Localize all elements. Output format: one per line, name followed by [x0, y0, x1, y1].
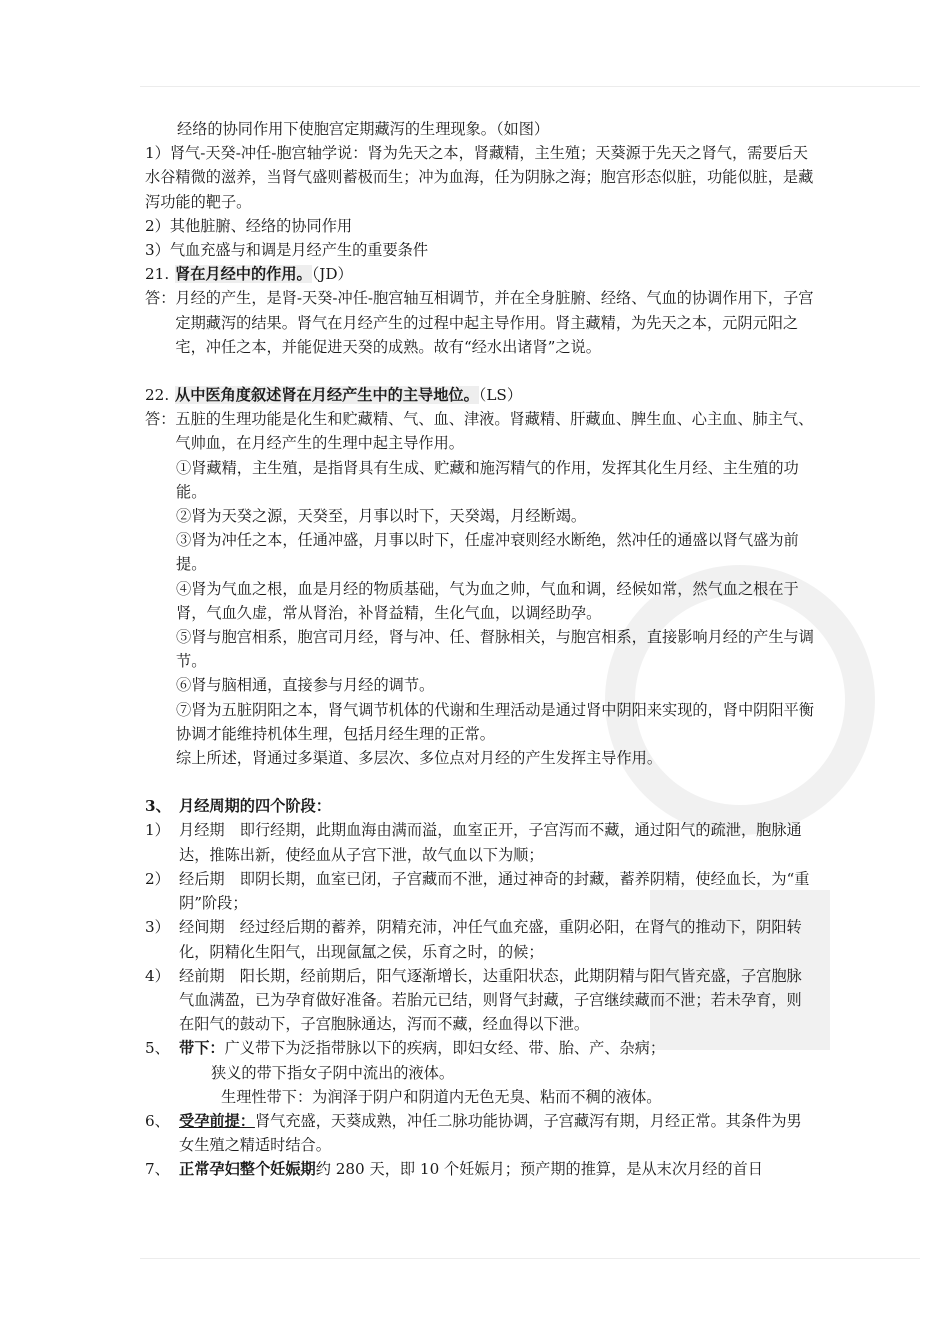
question-number: 21.	[145, 265, 170, 284]
answer-point: ①肾藏精，主生殖，是指肾具有生成、贮藏和施泻精气的作用，发挥其化生月经、主生殖的功能。	[176, 458, 799, 501]
section-5-line: 生理性带下：为润泽于阴户和阴道内无色无臭、粘而不稠的液体。	[221, 1087, 662, 1106]
list-text: 月经期 即行经期，此期血海由满而溢，血室正开，子宫泻而不藏，通过阳气的疏泄，胞脉通达，推陈出新，使经血从子宫下泄，故气血以下为顺；	[179, 821, 802, 864]
answer-summary: 综上所述，肾通过多渠道、多层次、多位点对月经的产生发挥主导作用。	[176, 749, 662, 768]
section-text: 肾气充盛，天葵成熟，冲任二脉功能协调，子宫藏泻有期，月经正常。其条件为男女生殖之精适时结合。	[179, 1111, 802, 1155]
answer-point: ③肾为冲任之本，任通冲盛，月事以时下，任虚冲衰则经水断绝，然冲任的通盛以肾气盛为前提。	[176, 531, 799, 574]
answer-text: 五脏的生理功能是化生和贮藏精、气、血、津液。肾藏精、肝藏血、脾生血、心主血、肺主气、气帅血，在月经产生的生理中起主导作用。	[175, 410, 814, 453]
answer-text: 月经的产生，是肾-天癸-冲任-胞宫轴互相调节，并在全身脏腑、经络、气血的协调作用下，子宫定期藏泻的结果。肾气在月经产生的过程中起主导作用。肾主藏精，为先天之本，元阴元阳之宅，冲任之本，并能促进天癸的成熟。故有“经水出诸肾”之说。	[175, 289, 814, 356]
answer-point: ②肾为天癸之源，天癸至，月事以时下，天癸竭，月经断竭。	[176, 507, 587, 526]
list-text: 经间期 经过经后期的蓄养，阴精充沛，冲任气血充盛，重阴必阳，在肾气的推动下，阴阳转化，阴精化生阳气，出现氤氲之侯，乐育之时，的候；	[179, 918, 802, 961]
section-title: 受孕前提：	[179, 1111, 255, 1130]
document-content	[145, 117, 815, 1182]
answer-label: 答：	[145, 410, 176, 429]
question-tag: （JD）	[311, 265, 353, 284]
question-22-heading	[145, 383, 815, 407]
section-number: 6、	[145, 1111, 170, 1130]
list-text: 经后期 即阴长期，血室已闭，子宫藏而不泄，通过神奇的封藏，蓄养阴精，使经血长，为“重阴”阶段；	[179, 869, 810, 913]
list-label: 4）	[145, 966, 170, 985]
section-title: 月经周期的四个阶段：	[179, 797, 331, 816]
list-item	[145, 964, 815, 1037]
section-3-heading	[145, 794, 815, 818]
section-number: 5、	[145, 1039, 170, 1058]
list-label: 3）	[145, 918, 170, 937]
header-rule	[140, 86, 920, 87]
intro-item-3: 3）气血充盛与和调是月经产生的重要条件	[145, 241, 429, 260]
section-5	[145, 1036, 815, 1060]
answer-label: 答：	[145, 289, 176, 308]
list-item	[145, 867, 815, 915]
section-text: 广义带下为泛指带脉以下的疾病，即妇女经、带、胎、产、杂病；	[224, 1039, 665, 1058]
question-21-heading	[145, 262, 815, 286]
answer-point: ⑥肾与脑相通，直接参与月经的调节。	[176, 676, 435, 695]
answer-point: ④肾为气血之根，血是月经的物质基础，气为血之帅，气血和调，经候如常，然气血之根在于肾，气血久虚，常从肾治，补肾益精，生化气血，以调经助孕。	[176, 579, 799, 622]
list-text: 经前期 阳长期，经前期后，阳气逐渐增长，达重阳状态，此期阴精与阳气皆充盛，子宫胞脉气血满盈，已为孕育做好准备。若胎元已结，则肾气封藏，子宫继续藏而不泄；若未孕育，则在阳气的鼓动下，子宫胞脉通达，泻而不藏，经血得以下泄。	[179, 966, 802, 1034]
section-number: 3、	[145, 797, 171, 816]
list-item	[145, 818, 815, 866]
list-label: 1）	[145, 821, 170, 840]
section-6	[145, 1109, 815, 1157]
question-title: 肾在月经中的作用。	[175, 265, 312, 284]
section-5-line: 狭义的带下指女子阴中流出的液体。	[211, 1063, 454, 1082]
footer-rule	[140, 1258, 920, 1259]
question-title: 从中医角度叙述肾在月经产生中的主导地位。	[175, 386, 479, 405]
answer-point: ⑤肾与胞宫相系，胞宫司月经，肾与冲、任、督脉相关，与胞宫相系，直接影响月经的产生与调节。	[176, 628, 814, 671]
question-21-answer	[145, 286, 815, 359]
intro-item-2: 2）其他脏腑、经络的协同作用	[145, 216, 353, 235]
section-7	[145, 1157, 815, 1181]
section-title: 带下：	[179, 1039, 225, 1058]
question-22-answer	[145, 407, 815, 455]
list-item	[145, 915, 815, 963]
section-text: 约 280 天，即 10 个妊娠月；预产期的推算，是从末次月经的首日	[315, 1160, 763, 1179]
list-label: 2）	[145, 869, 170, 888]
question-number: 22.	[145, 386, 170, 405]
question-tag: （LS）	[478, 386, 523, 405]
section-number: 7、	[145, 1160, 170, 1179]
intro-line: 经络的协同作用下使胞宫定期藏泻的生理现象。（如图）	[177, 120, 550, 138]
section-title: 正常孕妇整个妊娠期	[179, 1160, 316, 1179]
answer-point: ⑦肾为五脏阴阳之本，肾气调节机体的代谢和生理活动是通过肾中阴阳来实现的，肾中阴阳平衡协调才能维持机体生理，包括月经生理的正常。	[176, 700, 814, 743]
intro-item-1: 1）肾气-天癸-冲任-胞宫轴学说：肾为先天之本，肾藏精，主生殖；天葵源于先天之肾气，需要后天水谷精微的滋养，当肾气盛则蓄极而生；冲为血海，任为阴脉之海；胞宫形态似脏，功能似脏，是藏泻功能的靶子。	[145, 144, 814, 211]
